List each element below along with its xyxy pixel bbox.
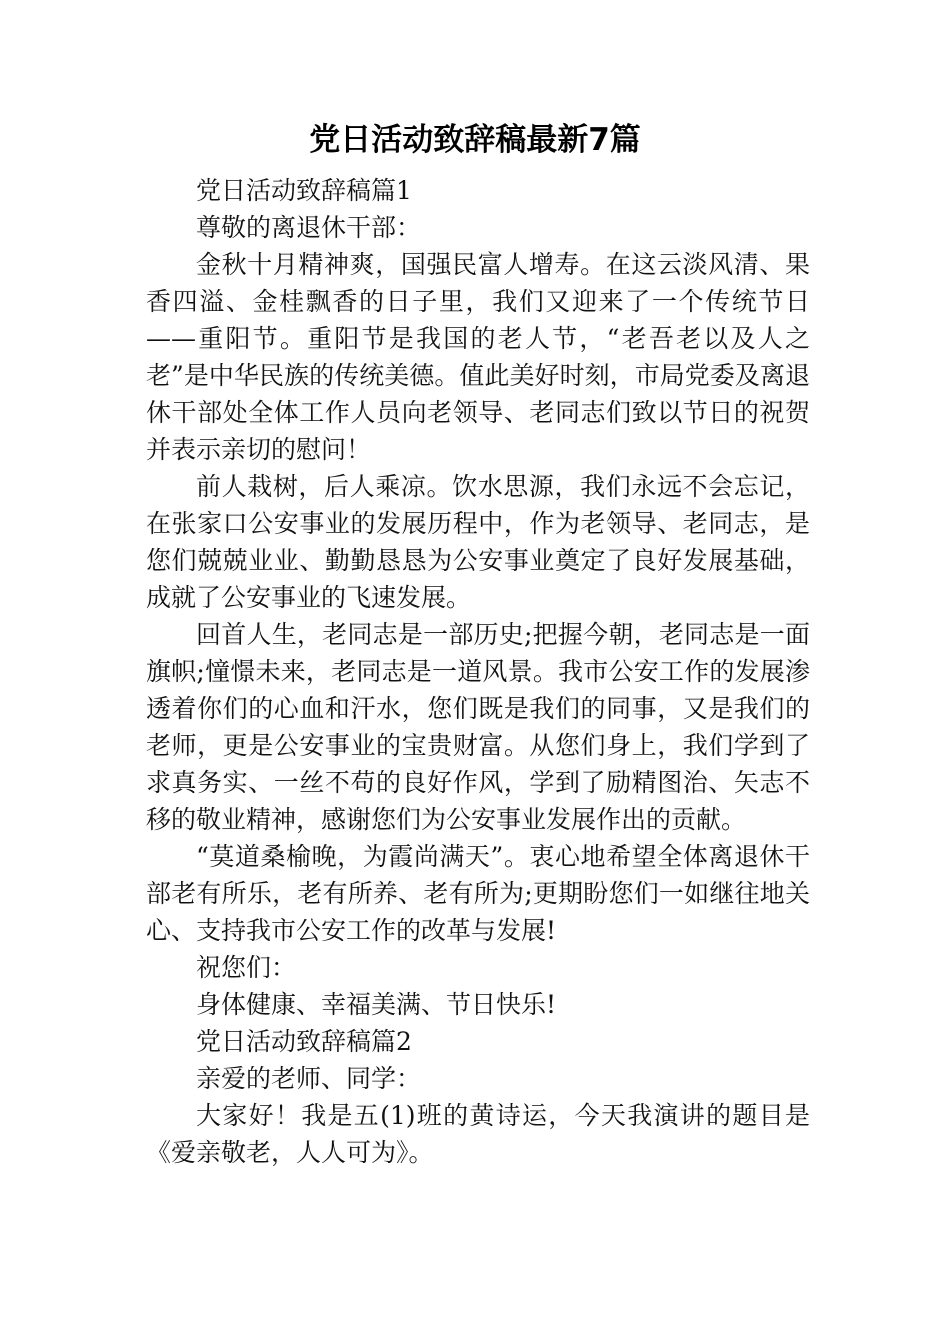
closing-line: 祝您们：: [196, 953, 297, 982]
salutation: 尊敬的离退休干部：: [196, 213, 422, 242]
paragraph: “莫道桑榆晚，为霞尚满天”。衷心地希望全体离退休干部老有所乐，老有所养、老有所为;更期盼您们一如继往地关心、支持我市公安工作的改革与发展!: [146, 842, 810, 945]
paragraph: 大家好！我是五(1)班的黄诗运，今天我演讲的题目是《爱亲敬老，人人可为》。: [146, 1101, 810, 1167]
paragraph: 金秋十月精神爽，国强民富人增寿。在这云淡风清、果香四溢、金桂飘香的日子里，我们又迎来了一个传统节日——重阳节。重阳节是我国的老人节，“老吾老以及人之老”是中华民族的传统美德。值此美好时刻，市局党委及离退休干部处全体工作人员向老领导、老同志们致以节日的祝贺并表示亲切的慰问！: [146, 250, 810, 464]
salutation: 亲爱的老师、同学：: [196, 1064, 422, 1093]
paragraph: 回首人生，老同志是一部历史;把握今朝，老同志是一面旗帜;憧憬未来，老同志是一道风景。我市公安工作的发展渗透着你们的心血和汗水，您们既是我们的同事，又是我们的老师，更是公安事业的宝贵财富。从您们身上，我们学到了求真务实、一丝不苟的良好作风，学到了励精图治、矢志不移的敬业精神，感谢您们为公安事业发展作出的贡献。: [146, 620, 810, 834]
document-title: 党日活动致辞稿最新7篇: [309, 122, 641, 158]
closing-wish: 身体健康、幸福美满、节日快乐!: [196, 990, 557, 1019]
section-heading: 党日活动致辞稿篇2: [196, 1027, 412, 1056]
paragraph: 前人栽树，后人乘凉。饮水思源，我们永远不会忘记，在张家口公安事业的发展历程中，作为老领导、老同志，是您们兢兢业业、勤勤恳恳为公安事业奠定了良好发展基础，成就了公安事业的飞速发展。: [146, 472, 810, 612]
document-body: [146, 172, 810, 1171]
section-heading: 党日活动致辞稿篇1: [196, 176, 412, 205]
